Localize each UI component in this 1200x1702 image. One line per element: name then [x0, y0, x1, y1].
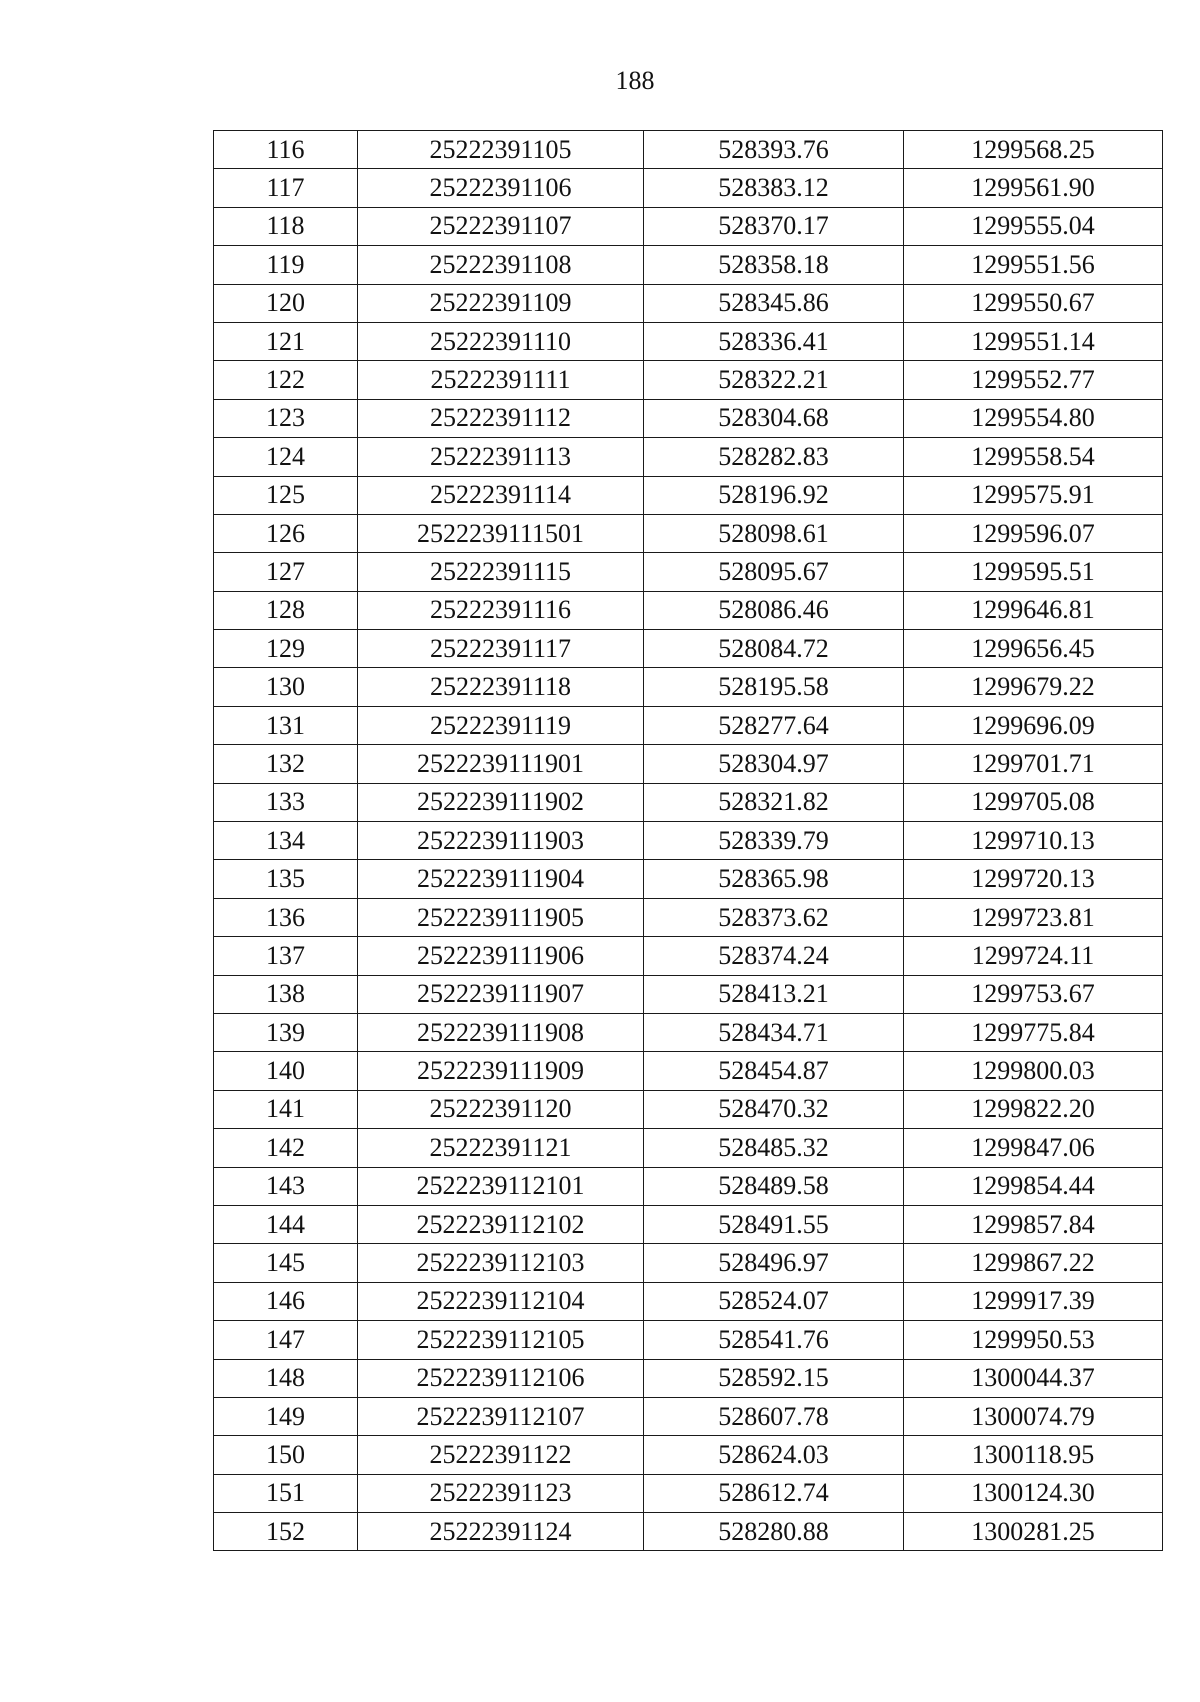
x-coordinate-cell: 528454.87: [644, 1052, 904, 1090]
row-number-cell: 134: [214, 822, 358, 860]
row-number-cell: 130: [214, 668, 358, 706]
point-id-cell: 25222391110: [358, 322, 644, 360]
point-id-cell: 25222391117: [358, 630, 644, 668]
y-coordinate-cell: 1299724.11: [904, 937, 1163, 975]
y-coordinate-cell: 1299656.45: [904, 630, 1163, 668]
x-coordinate-cell: 528280.88: [644, 1513, 904, 1551]
x-coordinate-cell: 528485.32: [644, 1129, 904, 1167]
table-row: [214, 860, 1163, 898]
x-coordinate-cell: 528345.86: [644, 284, 904, 322]
row-number-cell: 133: [214, 783, 358, 821]
x-coordinate-cell: 528541.76: [644, 1321, 904, 1359]
row-number-cell: 126: [214, 514, 358, 552]
x-coordinate-cell: 528413.21: [644, 975, 904, 1013]
y-coordinate-cell: 1299575.91: [904, 476, 1163, 514]
table-row: [214, 438, 1163, 476]
y-coordinate-cell: 1299857.84: [904, 1205, 1163, 1243]
row-number-cell: 116: [214, 131, 358, 169]
row-number-cell: 143: [214, 1167, 358, 1205]
x-coordinate-cell: 528086.46: [644, 591, 904, 629]
y-coordinate-cell: 1299558.54: [904, 438, 1163, 476]
table-row: [214, 553, 1163, 591]
y-coordinate-cell: 1299550.67: [904, 284, 1163, 322]
point-id-cell: 2522239112102: [358, 1205, 644, 1243]
table-row: [214, 207, 1163, 245]
point-id-cell: 2522239112105: [358, 1321, 644, 1359]
row-number-cell: 132: [214, 745, 358, 783]
table-row: [214, 1397, 1163, 1435]
row-number-cell: 148: [214, 1359, 358, 1397]
y-coordinate-cell: 1299723.81: [904, 898, 1163, 936]
y-coordinate-cell: 1299595.51: [904, 553, 1163, 591]
row-number-cell: 150: [214, 1436, 358, 1474]
row-number-cell: 124: [214, 438, 358, 476]
y-coordinate-cell: 1300044.37: [904, 1359, 1163, 1397]
table-row: [214, 706, 1163, 744]
row-number-cell: 117: [214, 169, 358, 207]
row-number-cell: 136: [214, 898, 358, 936]
y-coordinate-cell: 1299551.14: [904, 322, 1163, 360]
x-coordinate-cell: 528304.68: [644, 399, 904, 437]
x-coordinate-cell: 528095.67: [644, 553, 904, 591]
table-row: [214, 169, 1163, 207]
point-id-cell: 25222391118: [358, 668, 644, 706]
point-id-cell: 2522239111903: [358, 822, 644, 860]
point-id-cell: 25222391113: [358, 438, 644, 476]
table-row: [214, 898, 1163, 936]
point-id-cell: 25222391111: [358, 361, 644, 399]
row-number-cell: 142: [214, 1129, 358, 1167]
x-coordinate-cell: 528491.55: [644, 1205, 904, 1243]
point-id-cell: 2522239111909: [358, 1052, 644, 1090]
row-number-cell: 139: [214, 1013, 358, 1051]
table-body: [214, 131, 1163, 1551]
table-row: [214, 822, 1163, 860]
table-row: [214, 1474, 1163, 1512]
x-coordinate-cell: 528282.83: [644, 438, 904, 476]
y-coordinate-cell: 1299555.04: [904, 207, 1163, 245]
x-coordinate-cell: 528277.64: [644, 706, 904, 744]
y-coordinate-cell: 1300281.25: [904, 1513, 1163, 1551]
y-coordinate-cell: 1299554.80: [904, 399, 1163, 437]
x-coordinate-cell: 528304.97: [644, 745, 904, 783]
x-coordinate-cell: 528374.24: [644, 937, 904, 975]
point-id-cell: 2522239112103: [358, 1244, 644, 1282]
y-coordinate-cell: 1299705.08: [904, 783, 1163, 821]
row-number-cell: 119: [214, 246, 358, 284]
point-id-cell: 2522239111501: [358, 514, 644, 552]
y-coordinate-cell: 1299568.25: [904, 131, 1163, 169]
y-coordinate-cell: 1299679.22: [904, 668, 1163, 706]
x-coordinate-cell: 528434.71: [644, 1013, 904, 1051]
table-row: [214, 1321, 1163, 1359]
y-coordinate-cell: 1300124.30: [904, 1474, 1163, 1512]
table-row: [214, 1167, 1163, 1205]
row-number-cell: 125: [214, 476, 358, 514]
row-number-cell: 138: [214, 975, 358, 1013]
x-coordinate-cell: 528624.03: [644, 1436, 904, 1474]
x-coordinate-cell: 528098.61: [644, 514, 904, 552]
x-coordinate-cell: 528365.98: [644, 860, 904, 898]
row-number-cell: 137: [214, 937, 358, 975]
point-id-cell: 25222391123: [358, 1474, 644, 1512]
row-number-cell: 131: [214, 706, 358, 744]
x-coordinate-cell: 528607.78: [644, 1397, 904, 1435]
x-coordinate-cell: 528339.79: [644, 822, 904, 860]
point-id-cell: 25222391122: [358, 1436, 644, 1474]
coordinates-table: [213, 130, 1163, 1551]
x-coordinate-cell: 528489.58: [644, 1167, 904, 1205]
table-row: [214, 1244, 1163, 1282]
row-number-cell: 120: [214, 284, 358, 322]
row-number-cell: 122: [214, 361, 358, 399]
row-number-cell: 151: [214, 1474, 358, 1512]
y-coordinate-cell: 1299561.90: [904, 169, 1163, 207]
row-number-cell: 121: [214, 322, 358, 360]
x-coordinate-cell: 528496.97: [644, 1244, 904, 1282]
y-coordinate-cell: 1299800.03: [904, 1052, 1163, 1090]
table-row: [214, 1129, 1163, 1167]
row-number-cell: 135: [214, 860, 358, 898]
y-coordinate-cell: 1299696.09: [904, 706, 1163, 744]
y-coordinate-cell: 1299552.77: [904, 361, 1163, 399]
table-row: [214, 937, 1163, 975]
table-row: [214, 1205, 1163, 1243]
point-id-cell: 25222391106: [358, 169, 644, 207]
table-row: [214, 1052, 1163, 1090]
y-coordinate-cell: 1299596.07: [904, 514, 1163, 552]
point-id-cell: 2522239111901: [358, 745, 644, 783]
point-id-cell: 25222391112: [358, 399, 644, 437]
table-row: [214, 668, 1163, 706]
point-id-cell: 2522239112104: [358, 1282, 644, 1320]
point-id-cell: 2522239111902: [358, 783, 644, 821]
row-number-cell: 129: [214, 630, 358, 668]
y-coordinate-cell: 1300074.79: [904, 1397, 1163, 1435]
y-coordinate-cell: 1299847.06: [904, 1129, 1163, 1167]
table-row: [214, 783, 1163, 821]
point-id-cell: 2522239112101: [358, 1167, 644, 1205]
table-row: [214, 630, 1163, 668]
point-id-cell: 2522239111906: [358, 937, 644, 975]
point-id-cell: 2522239111907: [358, 975, 644, 1013]
point-id-cell: 25222391108: [358, 246, 644, 284]
table-row: [214, 1282, 1163, 1320]
row-number-cell: 141: [214, 1090, 358, 1128]
x-coordinate-cell: 528370.17: [644, 207, 904, 245]
table-row: [214, 745, 1163, 783]
table-row: [214, 322, 1163, 360]
y-coordinate-cell: 1299917.39: [904, 1282, 1163, 1320]
point-id-cell: 25222391120: [358, 1090, 644, 1128]
table-row: [214, 975, 1163, 1013]
y-coordinate-cell: 1299950.53: [904, 1321, 1163, 1359]
y-coordinate-cell: 1299854.44: [904, 1167, 1163, 1205]
x-coordinate-cell: 528322.21: [644, 361, 904, 399]
x-coordinate-cell: 528524.07: [644, 1282, 904, 1320]
y-coordinate-cell: 1299551.56: [904, 246, 1163, 284]
table-row: [214, 1359, 1163, 1397]
y-coordinate-cell: 1299753.67: [904, 975, 1163, 1013]
point-id-cell: 2522239112107: [358, 1397, 644, 1435]
x-coordinate-cell: 528373.62: [644, 898, 904, 936]
table-row: [214, 1513, 1163, 1551]
y-coordinate-cell: 1299646.81: [904, 591, 1163, 629]
row-number-cell: 128: [214, 591, 358, 629]
table-row: [214, 246, 1163, 284]
point-id-cell: 25222391109: [358, 284, 644, 322]
row-number-cell: 145: [214, 1244, 358, 1282]
row-number-cell: 127: [214, 553, 358, 591]
x-coordinate-cell: 528393.76: [644, 131, 904, 169]
x-coordinate-cell: 528084.72: [644, 630, 904, 668]
row-number-cell: 123: [214, 399, 358, 437]
page-number: 188: [615, 66, 655, 95]
table-row: [214, 361, 1163, 399]
y-coordinate-cell: 1299720.13: [904, 860, 1163, 898]
point-id-cell: 25222391124: [358, 1513, 644, 1551]
row-number-cell: 149: [214, 1397, 358, 1435]
point-id-cell: 2522239111905: [358, 898, 644, 936]
x-coordinate-cell: 528196.92: [644, 476, 904, 514]
point-id-cell: 25222391121: [358, 1129, 644, 1167]
point-id-cell: 2522239111904: [358, 860, 644, 898]
table-row: [214, 1090, 1163, 1128]
table-row: [214, 1436, 1163, 1474]
x-coordinate-cell: 528470.32: [644, 1090, 904, 1128]
x-coordinate-cell: 528383.12: [644, 169, 904, 207]
point-id-cell: 25222391105: [358, 131, 644, 169]
point-id-cell: 25222391116: [358, 591, 644, 629]
y-coordinate-cell: 1299710.13: [904, 822, 1163, 860]
row-number-cell: 144: [214, 1205, 358, 1243]
y-coordinate-cell: 1299822.20: [904, 1090, 1163, 1128]
table-row: [214, 131, 1163, 169]
row-number-cell: 140: [214, 1052, 358, 1090]
table-row: [214, 399, 1163, 437]
y-coordinate-cell: 1299701.71: [904, 745, 1163, 783]
x-coordinate-cell: 528321.82: [644, 783, 904, 821]
y-coordinate-cell: 1299867.22: [904, 1244, 1163, 1282]
table-row: [214, 514, 1163, 552]
x-coordinate-cell: 528592.15: [644, 1359, 904, 1397]
x-coordinate-cell: 528612.74: [644, 1474, 904, 1512]
point-id-cell: 2522239112106: [358, 1359, 644, 1397]
x-coordinate-cell: 528358.18: [644, 246, 904, 284]
row-number-cell: 118: [214, 207, 358, 245]
row-number-cell: 147: [214, 1321, 358, 1359]
row-number-cell: 152: [214, 1513, 358, 1551]
point-id-cell: 2522239111908: [358, 1013, 644, 1051]
point-id-cell: 25222391115: [358, 553, 644, 591]
table-row: [214, 284, 1163, 322]
y-coordinate-cell: 1299775.84: [904, 1013, 1163, 1051]
table-row: [214, 591, 1163, 629]
row-number-cell: 146: [214, 1282, 358, 1320]
table-row: [214, 1013, 1163, 1051]
x-coordinate-cell: 528195.58: [644, 668, 904, 706]
y-coordinate-cell: 1300118.95: [904, 1436, 1163, 1474]
table-row: [214, 476, 1163, 514]
point-id-cell: 25222391107: [358, 207, 644, 245]
x-coordinate-cell: 528336.41: [644, 322, 904, 360]
point-id-cell: 25222391119: [358, 706, 644, 744]
point-id-cell: 25222391114: [358, 476, 644, 514]
